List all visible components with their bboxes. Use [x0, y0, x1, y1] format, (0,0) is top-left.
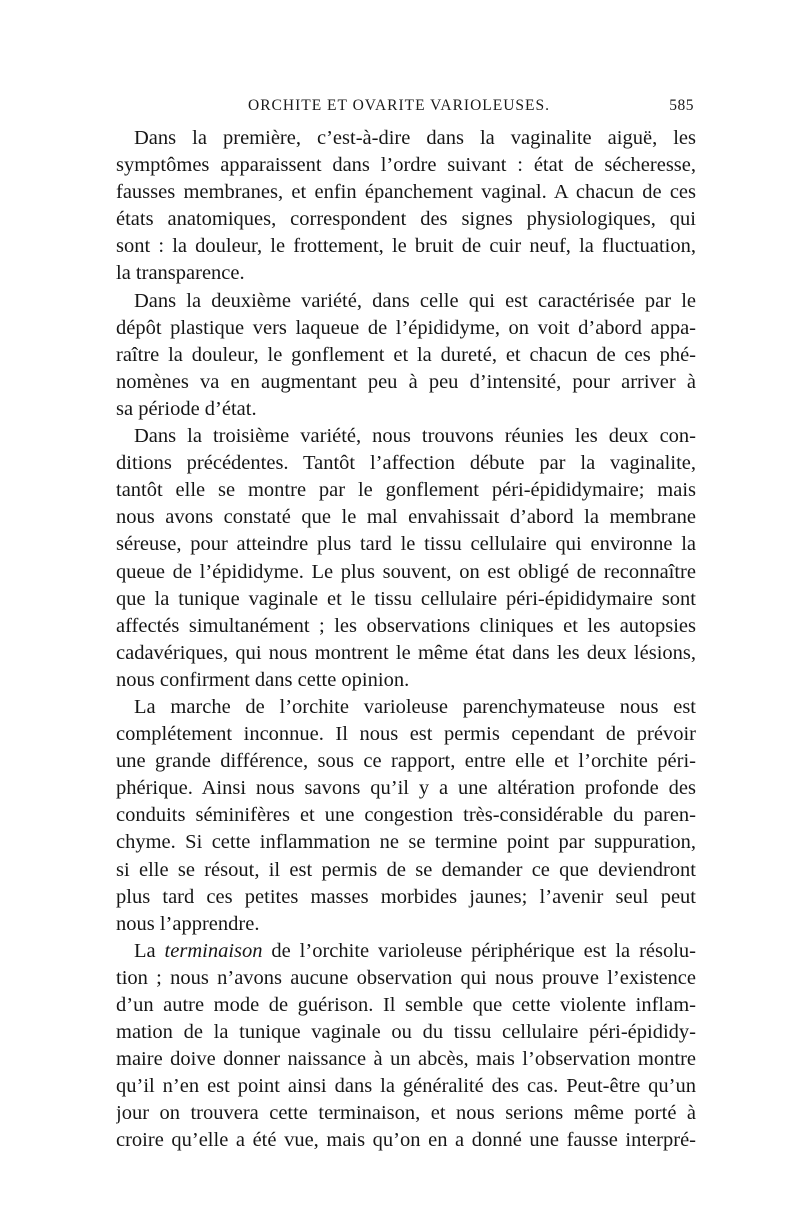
text-line: sa période d’état.	[116, 397, 257, 420]
text-line: tantôt elle se montre par le gonflement péri-épididymaire; mais	[116, 479, 696, 502]
text-line: Dans la troisième variété, nous trouvons réunies les deux con-	[134, 425, 696, 448]
text-line: Dans la deuxième variété, dans celle qui est caractérisée par le	[134, 289, 696, 312]
text-line: nomènes va en augmentant peu à peu d’intensité, pour arriver à	[116, 370, 696, 393]
text-line: états anatomiques, correspondent des signes physiologiques, qui	[116, 208, 696, 231]
text-line: tion ; nous n’avons aucune observation qui nous prouve l’existence	[116, 966, 696, 989]
text-line: plus tard ces petites masses morbides jaunes; l’avenir seul peut	[116, 885, 696, 908]
body-text	[116, 125, 696, 1155]
text-line: séreuse, pour atteindre plus tard le tissu cellulaire qui environne la	[116, 533, 696, 556]
text-line: ditions précédentes. Tantôt l’affection débute par la vaginalite,	[116, 452, 696, 475]
paragraph-1	[116, 125, 696, 288]
text-line: symptômes apparaissent dans l’ordre suivant : état de sécheresse,	[116, 154, 696, 177]
text-line: d’un autre mode de guérison. Il semble que cette violente inflam-	[116, 994, 696, 1016]
text-line	[116, 938, 696, 965]
running-head-title: ORCHITE ET OVARITE VARIOLEUSES.	[248, 97, 550, 114]
text-line: que la tunique vaginale et le tissu cellulaire péri-épididymaire sont	[116, 587, 696, 610]
text-line: dépôt plastique vers laqueue de l’épididyme, on voit d’abord appa-	[116, 316, 696, 339]
text-line: si elle se résout, il est permis de se demander ce que deviendront	[116, 858, 696, 881]
text-line: chyme. Si cette inflammation ne se termine point par suppuration,	[116, 831, 696, 854]
text-line: nous confirment dans cette opinion.	[116, 668, 410, 691]
text-line: qu’il n’en est point ainsi dans la généralité des cas. Peut-être qu’un	[116, 1075, 696, 1098]
text-line: phérique. Ainsi nous savons qu’il y a une altération profonde des	[116, 777, 696, 800]
paragraph-3	[116, 423, 696, 694]
running-head	[240, 97, 694, 121]
text-line: Dans la première, c’est-à-dire dans la vaginalite aiguë, les	[134, 127, 696, 149]
text-run: de l’orchite varioleuse périphérique est la résolu-	[262, 939, 696, 962]
text-line: La marche de l’orchite varioleuse parenchymateuse nous est	[134, 695, 696, 718]
text-line: croire qu’elle a été vue, mais qu’on en a donné une fausse interpré-	[116, 1129, 696, 1152]
page-number: 585	[669, 97, 694, 114]
italic-term: terminaison	[164, 939, 263, 962]
paragraph-2	[116, 288, 696, 423]
text-line: maire doive donner naissance à un abcès, mais l’observation montre	[116, 1048, 696, 1071]
paragraph-4	[116, 694, 696, 938]
text-line: jour on trouvera cette terminaison, et nous serions même porté à	[116, 1102, 696, 1125]
text-line: conduits séminifères et une congestion très-considérable du paren-	[116, 804, 696, 827]
text-line: une grande différence, sous ce rapport, entre elle et l’orchite péri-	[116, 750, 696, 773]
text-line: mation de la tunique vaginale ou du tissu cellulaire péri-épididy-	[116, 1021, 696, 1044]
text-line: complétement inconnue. Il nous est permis cependant de prévoir	[116, 723, 696, 746]
text-line: sont : la douleur, le frottement, le bruit de cuir neuf, la fluctuation,	[116, 235, 696, 258]
text-line: affectés simultanément ; les observations cliniques et les autopsies	[116, 614, 696, 637]
text-line: fausses membranes, et enfin épanchement vaginal. A chacun de ces	[116, 181, 696, 204]
text-run: La	[134, 939, 165, 962]
text-line: nous l’apprendre.	[116, 912, 260, 935]
text-line: nous avons constaté que le mal envahissait d’abord la membrane	[116, 506, 696, 529]
text-line: raître la douleur, le gonflement et la dureté, et chacun de ces phé-	[116, 343, 696, 366]
paragraph-5	[116, 938, 696, 1155]
text-line: queue de l’épididyme. Le plus souvent, on est obligé de reconnaître	[116, 560, 696, 583]
text-line: la transparence.	[116, 262, 245, 285]
text-line: cadavériques, qui nous montrent le même état dans les deux lésions,	[116, 641, 696, 664]
